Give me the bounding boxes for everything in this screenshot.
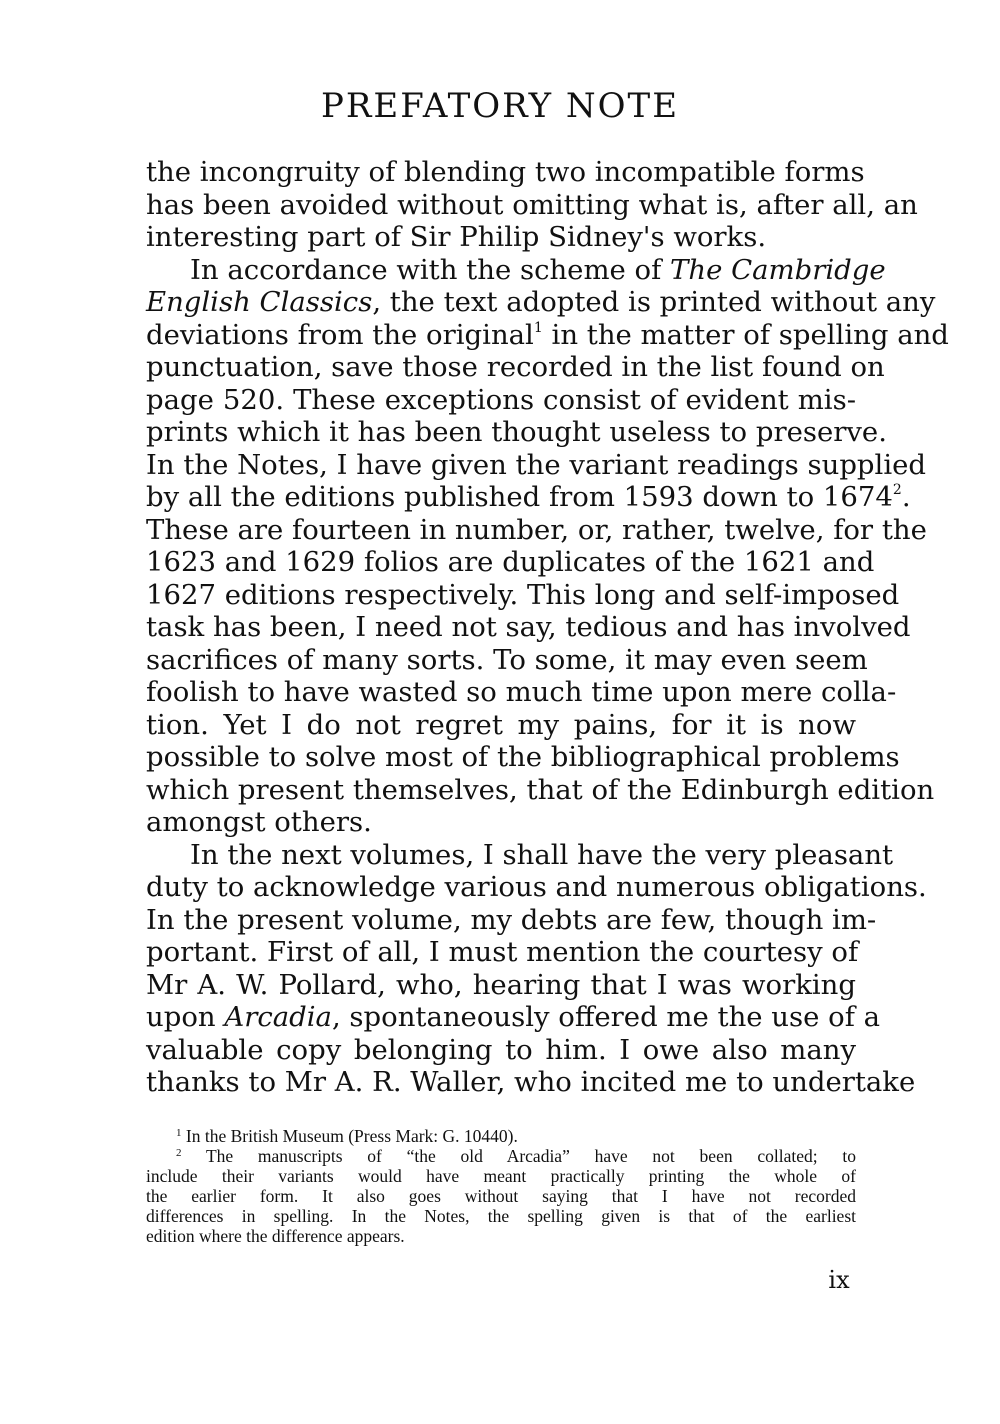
text-line: task has been, I need not say, tedious and has involved: [146, 611, 911, 643]
italic-title: The Cambridge: [670, 253, 886, 286]
footnote-line: [146, 1126, 856, 1146]
text-run: upon: [146, 1001, 225, 1033]
text-line: 1627 editions respectively. This long and self-imposed: [146, 578, 900, 611]
footnote-line: edition where the difference appears.: [146, 1226, 405, 1246]
text-line: has been avoided without omitting what is, after all, an: [146, 188, 918, 221]
text-line: [146, 1001, 881, 1034]
text-line: amongst others.: [146, 806, 372, 838]
italic-title: English Classics: [146, 286, 373, 318]
text-line: duty to acknowledge various and numerous obligations.: [146, 871, 927, 903]
text-run: in the matter of spelling and: [542, 318, 949, 351]
text-line: 1623 and 1629 folios are duplicates of the 1621 and: [146, 546, 875, 578]
text-line: valuable copy belonging to him. I owe also many: [146, 1033, 856, 1066]
text-line: In the Notes, I have given the variant readings supplied: [146, 448, 926, 481]
text-line: tion. Yet I do not regret my pains, for it is now: [146, 708, 856, 741]
text-line: possible to solve most of the bibliographical problems: [146, 741, 900, 773]
footnote-line: the earlier form. It also goes without saying that I have not recorded: [146, 1186, 856, 1206]
text-line: page 520. These exceptions consist of evident mis-: [146, 383, 856, 416]
text-line: [146, 318, 949, 352]
text-line: In the next volumes, I shall have the very pleasant: [190, 838, 894, 871]
text-line: [146, 481, 911, 514]
text-run: by all the editions published from 1593 down to 1674: [146, 481, 893, 513]
footnotes: [146, 1126, 856, 1246]
footnote-text: The manuscripts of “the old Arcadia” have not been collated; to: [181, 1146, 856, 1166]
footnote-marker: 2: [892, 482, 902, 498]
italic-title: Arcadia: [224, 1001, 332, 1033]
text-line: which present themselves, that of the Edinburgh edition: [146, 773, 935, 806]
text-line: These are fourteen in number, or, rather, twelve, for the: [146, 513, 927, 546]
text-line: interesting part of Sir Philip Sidney's works.: [146, 221, 767, 253]
text-line: portant. First of all, I must mention the courtesy of: [146, 936, 859, 968]
text-run: deviations from the original: [146, 318, 534, 351]
text-line: the incongruity of blending two incompatible forms: [146, 156, 865, 188]
body-text: [146, 156, 949, 1099]
text-line: [146, 253, 886, 287]
text-line: sacrifices of many sorts. To some, it may even seem: [146, 643, 868, 676]
text-run: , spontaneously offered me the use of a: [331, 1001, 881, 1033]
text-run: In accordance with the scheme of: [190, 253, 671, 286]
footnote-number: 2: [176, 1147, 182, 1159]
text-line: prints which it has been thought useless to preserve.: [146, 416, 887, 448]
text-line: thanks to Mr A. R. Waller, who incited me to undertake: [146, 1066, 916, 1098]
text-line: punctuation, save those recorded in the list found on: [146, 351, 885, 383]
text-line: Mr A. W. Pollard, who, hearing that I was working: [146, 968, 856, 1001]
text-line: foolish to have wasted so much time upon mere colla-: [146, 676, 897, 708]
footnote-line: include their variants would have meant practically printing the whole of: [146, 1166, 856, 1186]
text-run: .: [901, 481, 911, 513]
text-line: In the present volume, my debts are few, though im-: [146, 903, 877, 936]
text-line: [146, 286, 936, 319]
footnote-line: [146, 1146, 856, 1166]
running-head-title: PREFATORY NOTE: [320, 86, 680, 126]
footnote-line: differences in spelling. In the Notes, the spelling given is that of the earliest: [146, 1206, 856, 1226]
footnote-text: In the British Museum (Press Mark: G. 10440).: [181, 1126, 518, 1146]
text-run: , the text adopted is printed without any: [372, 286, 936, 318]
footnote-number: 1: [176, 1127, 182, 1139]
footnote-marker: 1: [533, 319, 543, 336]
page-number: ix: [828, 1266, 850, 1294]
